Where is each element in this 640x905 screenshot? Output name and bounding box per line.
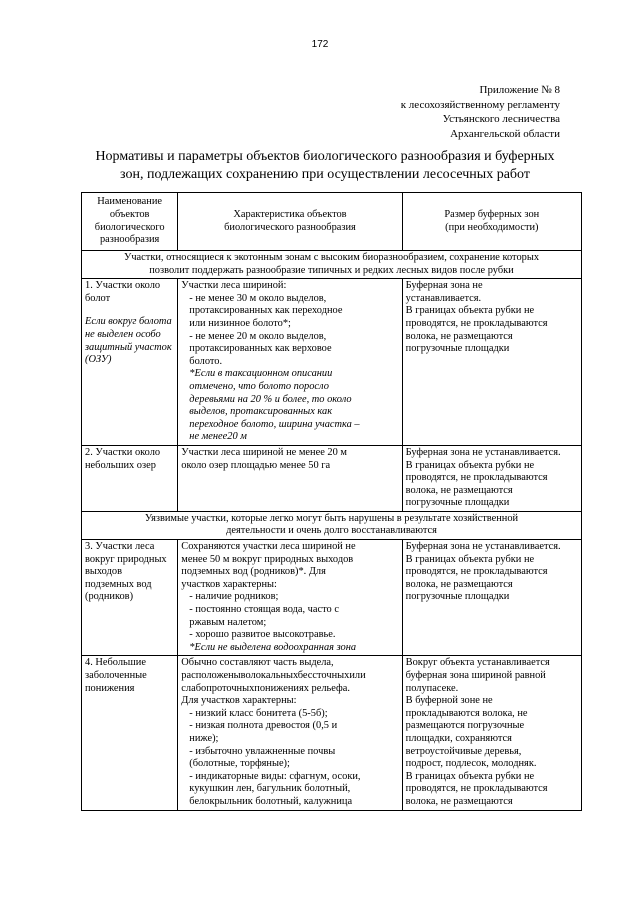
- text-line: (при необходимости): [445, 221, 539, 233]
- text-line: - постоянно стоящая вода, часто с: [189, 604, 339, 616]
- text-line: небольших озер: [85, 459, 156, 471]
- text-line: позволит поддержать разнообразие типичных и редких лесных видов после рубки: [149, 264, 514, 276]
- section-ecotone: [82, 251, 582, 279]
- text-line: (болотные, торфяные);: [189, 758, 290, 770]
- text-line: устанавливается.: [405, 292, 482, 304]
- text-line: слабопроточныхпонижениях рельефа.: [181, 682, 350, 694]
- table-row: [82, 445, 582, 511]
- text-line: понижения: [85, 682, 135, 694]
- text-line: переходное болото, ширина участка –: [189, 418, 360, 430]
- table-row: [82, 656, 582, 810]
- text-line: - не менее 20 м около выделов,: [189, 330, 327, 342]
- text-line: ниже);: [189, 732, 219, 744]
- row2-characteristic: [178, 445, 402, 511]
- row2-buffer: [402, 445, 581, 511]
- text-line: менее 50 м вокруг природных выходов: [181, 553, 354, 565]
- row4-characteristic: [178, 656, 402, 810]
- text-line: разнообразия: [99, 234, 160, 246]
- row3-characteristic: [178, 540, 402, 656]
- text-line: Буферная зона не: [405, 280, 483, 292]
- text-line: заболоченные: [85, 670, 147, 681]
- text-line: ржавым налетом;: [189, 616, 267, 628]
- text-line: не менее20 м: [189, 431, 247, 443]
- text-line: В границах объекта рубки не: [405, 459, 535, 471]
- text-line: отмечено, что болото поросло: [189, 380, 329, 392]
- text-line: Уязвимые участки, которые легко могут быть нарушены в результате хозяйственной: [144, 512, 519, 524]
- text-line: болото.: [189, 355, 223, 367]
- text-line: подземных вод: [85, 578, 152, 590]
- text-line: - низкая полнота древостоя (0,5 и: [189, 720, 338, 732]
- text-line: - наличие родников;: [189, 591, 279, 603]
- text-line: не выделен особо: [85, 328, 161, 340]
- text-line: *Если в таксационном описании: [189, 368, 333, 380]
- text-line: около озер площадью менее 50 га: [181, 459, 331, 471]
- text-line: защитный участок: [85, 341, 172, 353]
- text-line: Если вокруг болота: [85, 316, 172, 328]
- page-number: 172: [311, 39, 329, 50]
- text-line: подземных вод (родников)*. Для: [181, 566, 326, 578]
- text-line: 3. Участки леса: [85, 541, 155, 553]
- text-line: буферная зона шириной равной: [405, 670, 546, 681]
- text-line: - не менее 30 м около выделов,: [189, 292, 327, 304]
- text-line: площадки, сохраняются: [405, 732, 512, 744]
- text-line: объектов: [109, 208, 150, 220]
- title-line: зон, подлежащих сохранению при осуществлении лесосечных работ: [120, 166, 530, 182]
- text-line: выделов, протаксированных как: [189, 406, 333, 418]
- document-title: [85, 148, 565, 183]
- row1-buffer: [402, 279, 581, 446]
- row3-name: [82, 540, 178, 656]
- row3-char-note: *Если не выделена водоохранная зона: [189, 641, 357, 653]
- text-line: вокруг природных: [85, 553, 167, 565]
- text-line: - низкий класс бонитета (5-5б);: [189, 707, 328, 719]
- appendix-line: к лесохозяйственному регламенту: [400, 98, 560, 111]
- text-line: погрузочные площадки: [405, 497, 510, 509]
- row1-name-note: [85, 316, 174, 366]
- text-line: погрузочные площадки: [405, 343, 510, 355]
- text-line: Буферная зона не устанавливается.: [405, 446, 561, 458]
- text-line: - хорошо развитое высокотравье.: [189, 629, 336, 641]
- row1-name: [82, 279, 178, 446]
- row4-buffer: [402, 656, 581, 810]
- text-line: ветроустойчивые деревья,: [405, 745, 522, 757]
- text-line: биологического: [94, 221, 165, 233]
- text-line: участков характерны:: [181, 578, 277, 590]
- text-line: - избыточно увлажненные почвы: [189, 745, 336, 757]
- text-line: волока, не размещаются: [405, 578, 513, 590]
- text-line: проводятся, не прокладываются: [405, 472, 548, 484]
- text-line: Вокруг объекта устанавливается: [405, 657, 550, 669]
- text-line: болот: [85, 292, 111, 304]
- text-line: проводятся, не прокладываются: [405, 783, 548, 795]
- text-line: деревьями на 20 % и более, то около: [189, 393, 352, 405]
- text-line: Для участков характерны:: [181, 695, 297, 707]
- text-line: Размер буферных зон: [444, 208, 540, 220]
- text-line: волока, не размещаются: [405, 484, 513, 496]
- text-line: протаксированных как переходное: [189, 305, 343, 317]
- text-line: кукушкин лен, багульник болотный,: [189, 783, 351, 795]
- text-line: размещаются погрузочные: [405, 720, 525, 732]
- text-line: В границах объекта рубки не: [405, 553, 535, 565]
- text-line: полупасеке.: [405, 682, 459, 694]
- row1-char-note: [181, 368, 398, 444]
- text-line: Характеристика объектов: [233, 208, 347, 220]
- header-buffer: [402, 193, 581, 251]
- row4-name: [82, 656, 178, 810]
- text-line: деятельности и очень долго восстанавливаются: [226, 525, 437, 537]
- text-line: (родников): [85, 591, 134, 603]
- text-line: В границах объекта рубки не: [405, 770, 535, 782]
- text-line: (ОЗУ): [85, 354, 112, 366]
- row2-name: [82, 445, 178, 511]
- table-header-row: [82, 193, 582, 251]
- text-line: расположеныволокальныхбессточныхили: [181, 670, 366, 681]
- text-line: подрост, подлесок, молодняк.: [405, 758, 537, 770]
- text-line: В границах объекта рубки не: [405, 305, 535, 317]
- title-line: Нормативы и параметры объектов биологического разнообразия и буферных: [95, 149, 555, 164]
- text-line: 1. Участки около: [85, 280, 161, 292]
- header-characteristic: [178, 193, 402, 251]
- text-line: прокладываются волока, не: [405, 707, 528, 719]
- section-row: [82, 251, 582, 279]
- text-line: протаксированных как верховое: [189, 343, 332, 355]
- table-row: [82, 279, 582, 446]
- text-line: Обычно составляют часть выдела,: [181, 657, 334, 669]
- section-row: [82, 511, 582, 539]
- text-line: Буферная зона не устанавливается.: [405, 541, 561, 553]
- text-line: погрузочные площадки: [405, 591, 510, 603]
- section-vulnerable: [82, 511, 582, 539]
- appendix-header: [360, 83, 560, 141]
- text-line: 2. Участки около: [85, 446, 161, 458]
- text-line: Наименование: [97, 196, 163, 208]
- text-line: волока, не размещаются: [405, 330, 513, 342]
- norms-table: [81, 192, 582, 811]
- text-line: проводятся, не прокладываются: [405, 317, 548, 329]
- appendix-line: Устьянского лесничества: [442, 113, 560, 125]
- header-name: [82, 193, 178, 251]
- table-row: [82, 540, 582, 656]
- appendix-line: Приложение № 8: [479, 84, 560, 96]
- text-line: белокрыльник болотный, калужница: [189, 795, 353, 807]
- text-line: Участки леса шириной не менее 20 м: [181, 446, 347, 458]
- text-line: или низинное болото*;: [189, 317, 291, 329]
- row3-buffer: [402, 540, 581, 656]
- text-line: - индикаторные виды: сфагнум, осоки,: [189, 770, 361, 782]
- text-line: выходов: [85, 566, 122, 578]
- appendix-line: Архангельской области: [450, 127, 560, 140]
- text-line: проводятся, не прокладываются: [405, 566, 548, 578]
- text-line: волока, не размещаются: [405, 795, 513, 807]
- text-line: Участки, относящиеся к экотонным зонам с высоким биоразнообразием, сохранение которых: [123, 252, 540, 263]
- text-line: 4. Небольшие: [85, 657, 146, 669]
- text-line: В буферной зоне не: [405, 695, 493, 707]
- text-line: Сохраняются участки леса шириной не: [181, 541, 356, 553]
- row1-characteristic: Участки леса шириной: - не менее 30 м около выделов, протаксированных как переходное или низинное болото*; - не менее 20 м около выделов, протаксированных как верховое болото. *Если в таксационном описании отмечено, что болото поросло деревьями на 20 % и более, то около выделов, протаксированных как переходное болото, ширина участка – не менее20 м: [178, 279, 402, 446]
- text-line: биологического разнообразия: [224, 221, 356, 233]
